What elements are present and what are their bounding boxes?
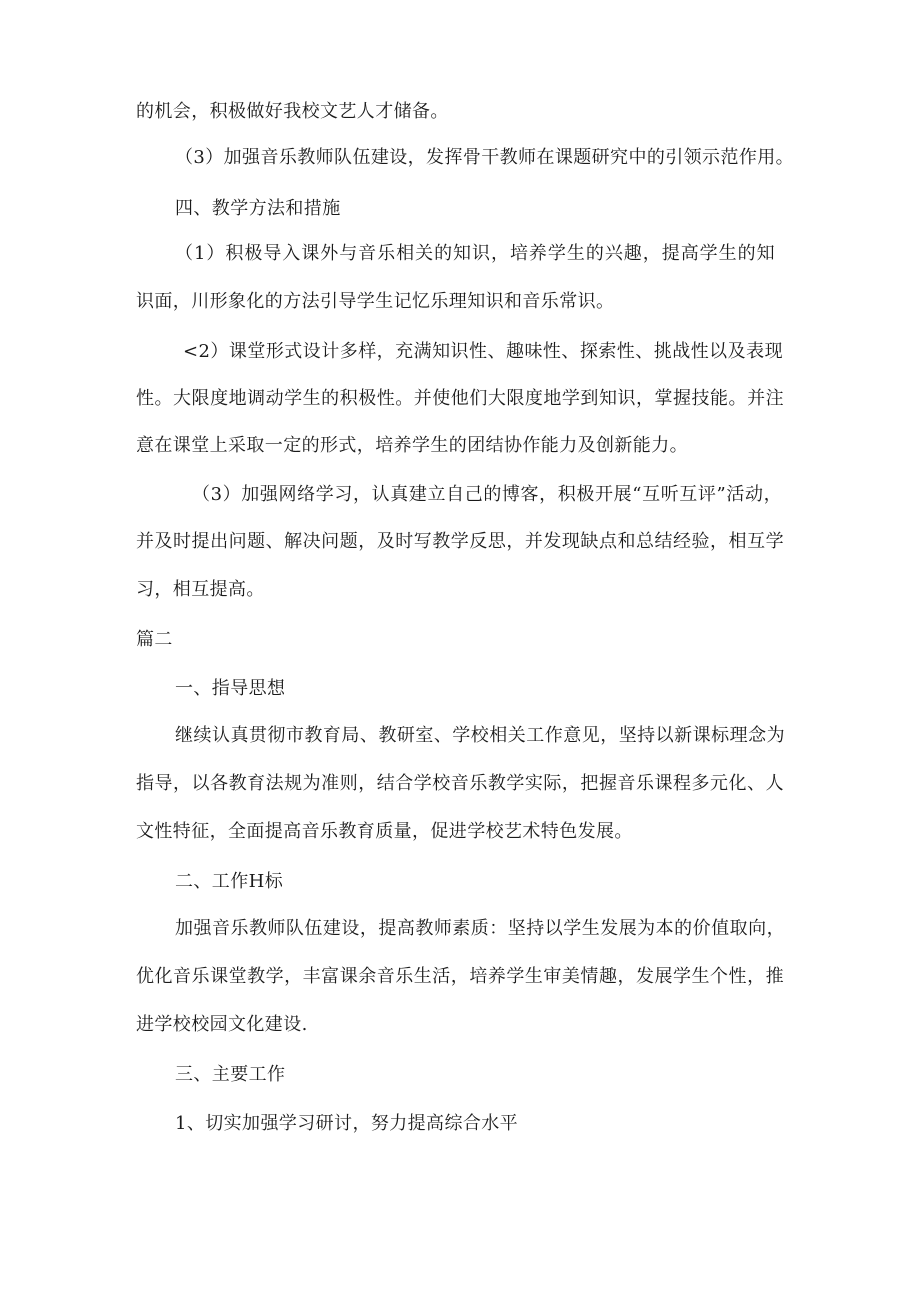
- section-heading: 三、主要工作: [175, 1064, 286, 1085]
- text-line: 并及时提出问题、解决问题，及时写教学反思，并发现缺点和总结经验，相互学: [136, 531, 784, 552]
- list-item: <2）课堂形式设计多样，充满知识性、趣味性、探索性、挑战性以及表现: [183, 341, 783, 362]
- text-line: 的机会，积极做好我校文艺人才储备。: [136, 101, 449, 122]
- text-line: 意在课堂上采取一定的形式，培养学生的团结协作能力及创新能力。: [136, 435, 688, 456]
- text-line: 文性特征，全面提高音乐教育质量，促进学校艺术特色发展。: [136, 821, 633, 842]
- text-line: 习，相互提高。: [136, 579, 265, 600]
- text-line: 优化音乐课堂教学，丰富课余音乐生活，培养学生审美情趣，发展学生个性，推: [136, 966, 784, 987]
- text-line: 性。大限度地调动学生的积极性。并使他们大限度地学到知识，掌握技能。并注: [136, 388, 784, 409]
- text-line: 指导，以各教育法规为准则，结合学校音乐教学实际，把握音乐课程多元化、人: [136, 773, 784, 794]
- paragraph-line: 继续认真贯彻市教育局、教研室、学校相关工作意见，坚持以新课标理念为: [175, 725, 785, 746]
- text-line: 识面，川形象化的方法引导学生记忆乐理知识和音乐常识。: [136, 291, 615, 312]
- subsection-heading: 1、切实加强学习研讨，努力提高综合水平: [175, 1113, 519, 1134]
- list-item: （3）加强音乐教师队伍建设，发挥骨干教师在课题研究中的引领示范作用。: [175, 147, 795, 168]
- section-heading: 一、指导思想: [175, 678, 286, 699]
- text-line: 进学校校园文化建设.: [136, 1014, 308, 1035]
- part-heading: 篇二: [136, 629, 173, 650]
- section-heading: 二、工作H标: [175, 871, 284, 892]
- list-item: （3）加强网络学习，认真建立自己的博客，积极开展“互听互评”活动，: [192, 484, 782, 505]
- list-item: （1）积极导入课外与音乐相关的知识，培养学生的兴趣，提高学生的知: [175, 243, 775, 264]
- paragraph-line: 加强音乐教师队伍建设，提高教师素质：坚持以学生发展为本的价值取向，: [175, 918, 785, 939]
- section-heading: 四、教学方法和措施: [175, 198, 341, 219]
